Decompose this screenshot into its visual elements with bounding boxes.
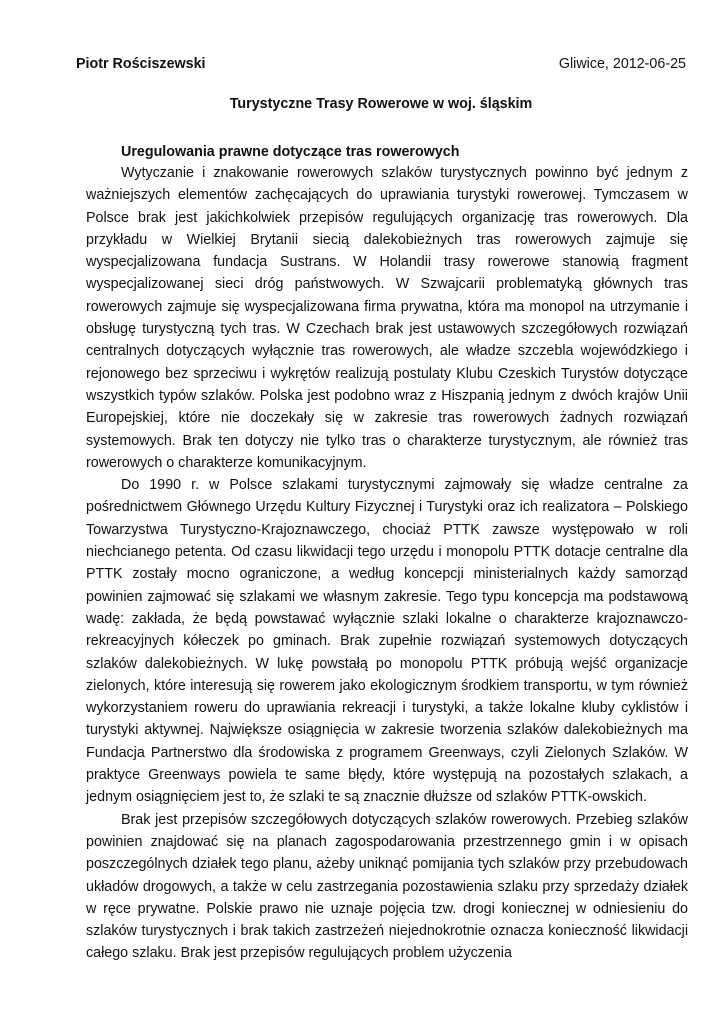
paragraph: Wytyczanie i znakowanie rowerowych szlaków turystycznych powinno być jednym z ważniejszych elementów zachęcających do uprawiania turystyki rowerowej. Tymczasem w Polsce brak jest jakichkolwiek przepisów regulujących organizację tras rowerowych. Dla przykładu w Wielkiej Brytanii siecią dalekobieżnych tras rowerowych zajmuje się wyspecjalizowana fundacja Sustrans. W Holandii trasy rowerowe stanowią fragment wyspecjalizowanej sieci dróg państwowych. W Szwajcarii problematyką głównych tras rowerowych zajmuje się wyspecjalizowana firma prywatna, która ma monopol na utrzymanie i obsługę turystyczną tych tras. W Czechach brak jest ustawowych szczegółowych rozwiązań centralnych dotyczących wyłącznie tras rowerowych, ale władze szczebla wojewódzkiego i rejonowego bez sprzeciwu i wykrętów realizują postulaty Klubu Czeskich Turystów dotyczące wszystkich typów szlaków. Polska jest podobno wraz z Hiszpanią jednym z dwóch krajów Unii Europejskiej, które nie doczekały się w zakresie tras rowerowych żadnych rozwiązań systemowych. Brak ten dotyczy nie tylko tras o charakterze turystycznym, ale również tras rowerowych o charakterze komunikacyjnym. xyxy=(86,165,688,471)
document-header xyxy=(76,56,686,76)
document-body xyxy=(86,162,688,965)
paragraph: Brak jest przepisów szczegółowych dotyczących szlaków rowerowych. Przebieg szlaków powinien znajdować się na planach zagospodarowania przestrzennego gmin i w opisach poszczególnych działek tego planu, ażeby uniknąć pomijania tych szlaków przy przebudowach układów drogowych, a także w celu zastrzegania pozostawienia szlaku przy sprzedaży działek w ręce prywatne. Polskie prawo nie uznaje pojęcia tzw. drogi koniecznej w odniesieniu do szlaków turystycznych i brak takich zastrzeżeń niejednokrotnie oznacza konieczność likwidacji całego szlaku. Brak jest przepisów regulujących problem użyczenia xyxy=(86,811,688,962)
place-and-date: Gliwice, 2012-06-25 xyxy=(558,56,686,72)
paragraph: Do 1990 r. w Polsce szlakami turystycznymi zajmowały się władze centralne za pośrednictwem Głównego Urzędu Kultury Fizycznej i Turystyki oraz ich realizatora – Polskiego Towarzystwa Turystyczno-Krajoznawczego, chociaż PTTK zawsze występowało w roli niechcianego petenta. Od czasu likwidacji tego urzędu i monopolu PTTK dotacje centralne dla PTTK zostały mocno ograniczone, a według koncepcji ministerialnych każdy samorząd powinien zajmować się szlakami we własnym zakresie. Tego typu koncepcja ma podstawową wadę: zakłada, że będą powstawać wyłącznie szlaki lokalne o charakterze krajoznawczo-rekreacyjnych kółeczek po gminach. Brak zupełnie rozwiązań systemowych dotyczących szlaków dalekobieżnych. W lukę powstałą po monopolu PTTK próbują wejść organizacje zielonych, które interesują się rowerem jako ekologicznym środkiem transportu, w tym również wykorzystaniem roweru do uprawiania rekreacji i turystyki, a także lokalne kluby cyklistów i turystyki aktywnej. Największe osiągnięcia w zakresie tworzenia szlaków dalekobieżnych ma Fundacja Partnerstwo dla środowiska z programem Greenways, czyli Zielonych Szlaków. W praktyce Greenways powiela te same błędy, które występują na pozostałych szlakach, a jednym osiągnięciem jest to, że szlaki te są znacznie dłuższe od szlaków PTTK-owskich. xyxy=(86,477,688,806)
author-name: Piotr Rościszewski xyxy=(76,56,206,72)
document-title: Turystyczne Trasy Rowerowe w woj. śląskim xyxy=(229,96,533,112)
section-heading: Uregulowania prawne dotyczące tras rowerowych xyxy=(121,144,460,160)
